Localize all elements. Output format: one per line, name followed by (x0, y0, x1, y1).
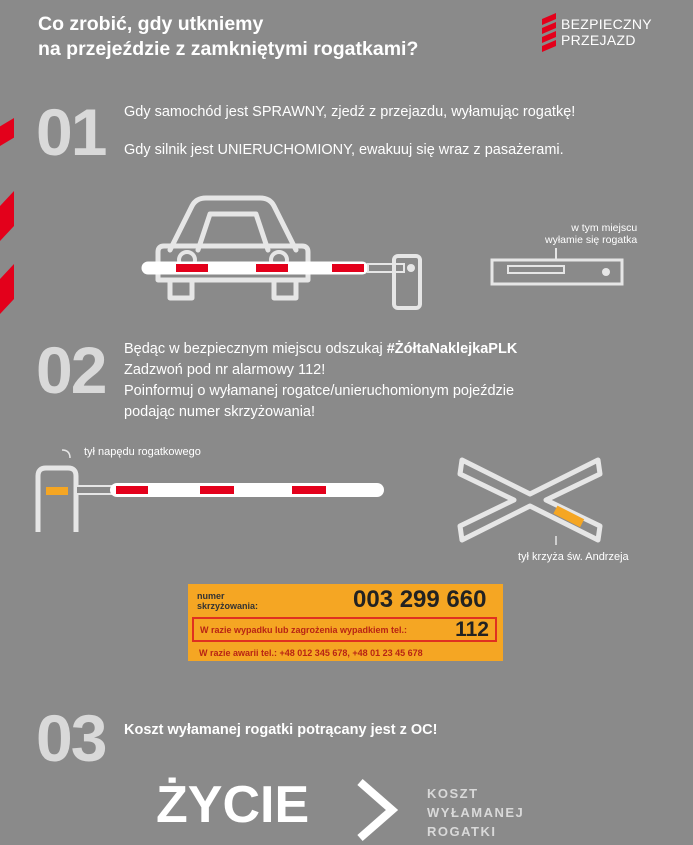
page-title (38, 12, 418, 62)
st-andrews-cross-illustration (450, 450, 610, 545)
label-cross: tył krzyża św. Andrzeja (518, 551, 629, 563)
logo-line-2: PRZEJAZD (561, 32, 636, 48)
greater-than-icon (354, 778, 398, 842)
step-number-2: 02 (36, 333, 106, 407)
step2-line-3: Poinformuj o wyłamanej rogatce/unieruchomionym pojeździe (124, 383, 515, 399)
sticker-label-line-2: skrzyżowania: (197, 601, 259, 611)
sticker-label-line-1: numer (197, 591, 225, 601)
step2-line-1 (124, 339, 517, 360)
title-line-2: na przejeździe z zamkniętymi rogatkami? (38, 38, 419, 60)
sticker-label (197, 591, 258, 611)
life-word: ŻYCIE (156, 776, 310, 834)
cost-line-1: KOSZT (427, 786, 479, 801)
step1-line-1: Gdy samochód jest SPRAWNY, zjedź z przejazdu, wyłamując rogatkę! (124, 104, 576, 120)
step2-line-4: podając numer skrzyżowania! (124, 404, 316, 420)
callout-line-2: wyłamie się rogatka (545, 234, 638, 246)
step2-line-1-prefix: Będąc w bezpiecznym miejscu odszukaj (124, 341, 387, 357)
step1-line-2: Gdy silnik jest UNIERUCHOMIONY, ewakuuj się wraz z pasażerami. (124, 142, 564, 158)
callout-line-1: w tym miejscu (571, 222, 638, 234)
step-number-3: 03 (36, 701, 106, 775)
edge-stripe (0, 118, 14, 146)
hashtag: #ŻółtaNaklejkaPLK (386, 341, 518, 357)
crossing-number: 003 299 660 (353, 586, 487, 613)
title-line-1: Co zrobić, gdy utkniemy (38, 13, 264, 35)
emergency-number: 112 (455, 618, 489, 641)
logo-line-1: BEZPIECZNY (561, 16, 652, 32)
emergency-text: W razie wypadku lub zagrożenia wypadkiem tel.: (200, 625, 408, 635)
emergency-box (192, 617, 497, 642)
cost-line-2: WYŁAMANEJ (427, 805, 525, 820)
step2-line-2: Zadzwoń pod nr alarmowy 112! (124, 362, 326, 378)
logo-text (561, 16, 652, 48)
edge-stripe (0, 191, 14, 241)
label-gate-drive: tył napędu rogatkowego (84, 446, 201, 458)
cost-label (427, 784, 524, 841)
step3-text: Koszt wyłamanej rogatki potrącany jest z OC! (124, 722, 438, 738)
car-barrier-illustration (130, 190, 630, 320)
step-number-1: 01 (36, 95, 106, 169)
cost-line-3: ROGATKI (427, 824, 497, 839)
fault-phone-text: W razie awarii tel.: +48 012 345 678, +48 01 23 45 678 (199, 648, 423, 658)
break-point-callout (545, 222, 637, 246)
crossing-sticker (188, 584, 503, 661)
edge-stripe (0, 264, 14, 314)
